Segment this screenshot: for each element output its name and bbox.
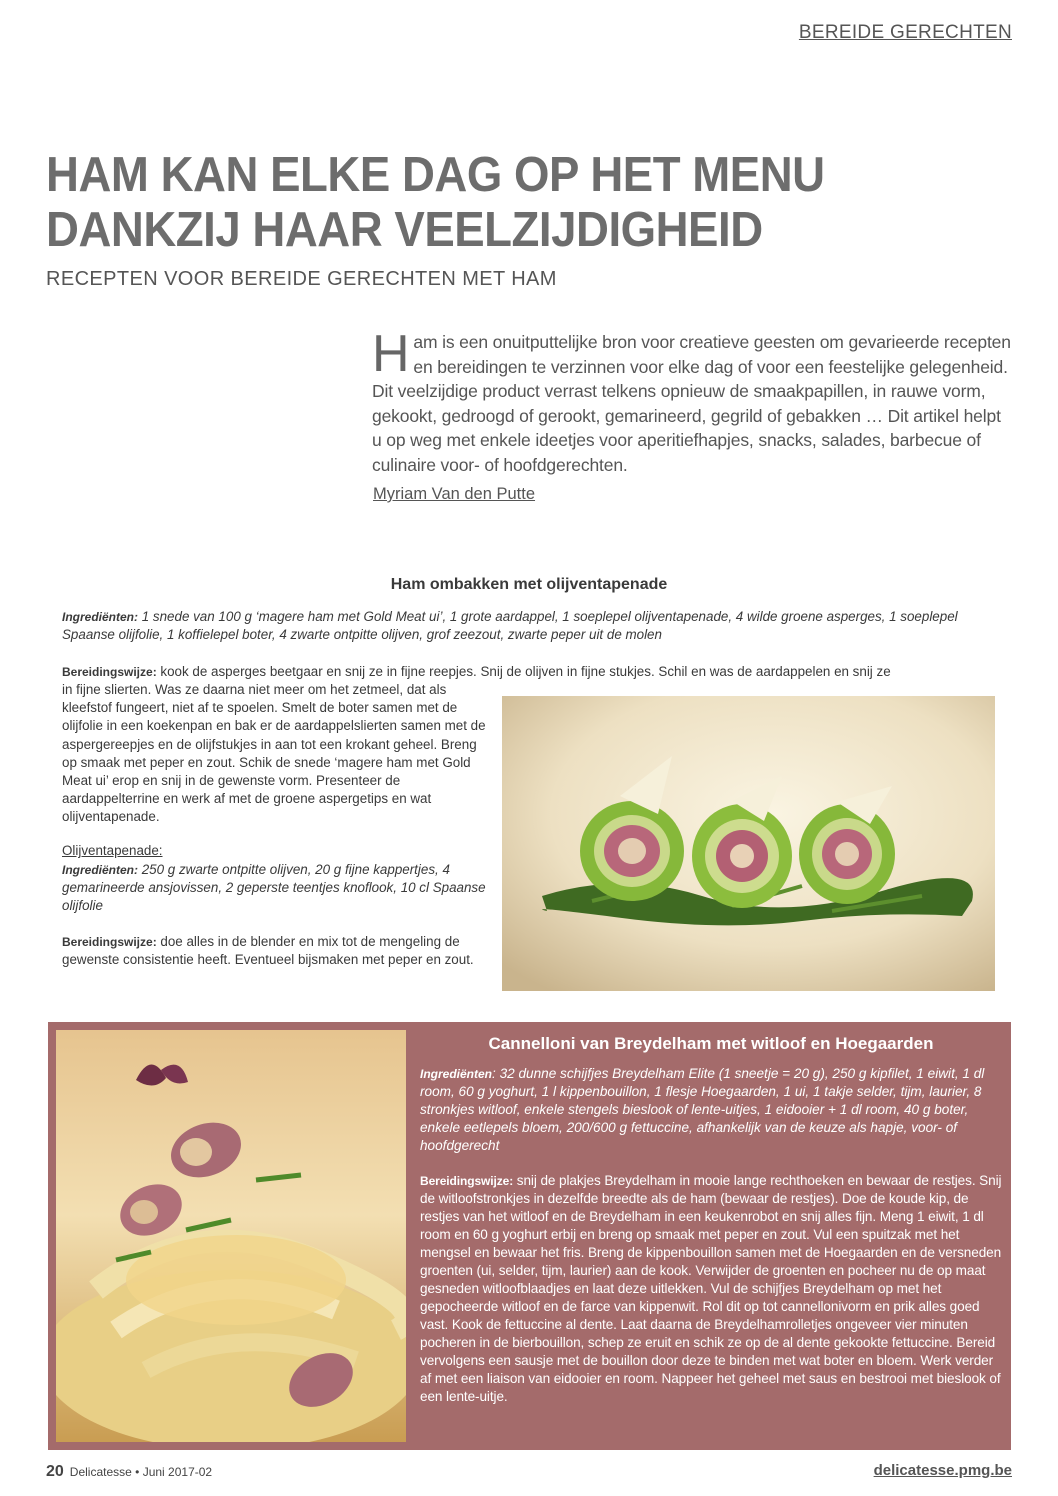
tapenade-heading: Olijventapenade: (62, 843, 163, 858)
tapenade-ingredients (62, 861, 494, 916)
recipe1-title: Ham ombakken met olijventapenade (390, 576, 668, 593)
recipe2-prep-text: snij de plakjes Breydelham in mooie lange rechthoeken en bewaar de restjes. Snij de witloofstronkjes in dezelfde breedte als de ham (bewaar de restjes). Doe de koude kip, de restjes van het witloof en de Breydelham in een keukenrobot en snij alles fijn. Meng 1 eiwit, 1 dl room en 60 g yoghurt erbij en breng op smaak met peper en zout. Vul een spuitzak met het mengsel en bewaar het fris. Breng de kippenbouillon samen met de Hoegaarden en de versneden groenten (ui, selder, tijm, laurier) aan de kook. Verwijder de groenten en pocheer nu de op maat gesneden witloofblaadjes en laat deze uitlekken. Vul de schijfjes Breydelham op met het gepocheerde witloof en de farce van kippenwit. Rol dit op tot cannellonivorm en prik alles goed vast. Kook de fettuccine al dente. Laat daarna de Breydelhamrolletjes ongeveer vier minuten pocheren in de bierbouillon, schep ze eruit en schik ze op de al dente gekookte fettuccine. Bereid vervolgens een sausje met de bouillon door deze te binden met wat boter en bloem. Werk verder af met een liaison van eidooier en room. Nappeer het geheel met saus en bestrooi met bieslook of een lente-uitje. (420, 1173, 1002, 1404)
tapenade-prep (62, 933, 494, 969)
issue-date: Juni 2017-02 (142, 1465, 213, 1479)
page-number: 20 (46, 1463, 64, 1480)
recipe1-prep-label: Bereidingswijze: (62, 665, 157, 679)
article-headline (46, 148, 883, 258)
tapenade-prep-text: doe alles in de blender en mix tot de mengeling de gewenste consistentie heeft. Eventueel bijsmaken met peper en zout. (62, 934, 474, 968)
recipe1-ingredients-label: Ingrediënten: (62, 610, 139, 624)
recipe2-prep (420, 1172, 1006, 1406)
recipe1-ingredients (62, 608, 987, 644)
cream-sauce (126, 1235, 346, 1325)
publication-name: Delicatesse (69, 1465, 132, 1479)
headline-line-2: DANKZIJ HAAR VEELZIJDIGHEID (46, 203, 763, 257)
tapenade-ingredients-text: 250 g zwarte ontpitte olijven, 20 g fijne kappertjes, 4 gemarineerde ansjovissen, 2 geperste teentjes knoflook, 10 cl Spaanse olijfolie (62, 862, 486, 914)
recipe1-prep-line1: kook de asperges beetgaar en snij ze in fijne reepjes. Snij de olijven in fijne stukjes. Schil en was de aardappelen en snij ze (156, 664, 891, 679)
section-label[interactable]: BEREIDE GERECHTEN (798, 22, 1012, 43)
ham-rolls-photo (502, 696, 995, 991)
recipe2-ingredients-label: Ingrediënten (420, 1067, 493, 1081)
tapenade-ingredients-label: Ingrediënten: (62, 863, 139, 877)
headline-line-1: HAM KAN ELKE DAG OP HET MENU (46, 148, 825, 202)
article-subtitle: RECEPTEN VOOR BEREIDE GERECHTEN MET HAM (46, 268, 557, 290)
intro-dropcap: H (372, 325, 410, 383)
recipe2-ingredients (420, 1065, 1006, 1155)
recipe2-title: Cannelloni van Breydelham met witloof en Hoegaarden (488, 1034, 934, 1053)
page-footer: 20 Delicatesse • Juni 2017-02 (46, 1463, 213, 1480)
article-intro (372, 325, 1012, 477)
website-link[interactable]: delicatesse.pmg.be (873, 1462, 1012, 1479)
cannelloni-photo (56, 1030, 406, 1442)
recipe1-prep-first-line (62, 663, 994, 681)
intro-text: am is een onuitputtelijke bron voor creatieve geesten om gevarieerde recepten en bereidingen te verzinnen voor elke dag of voor een feestelijke gelegenheid. Dit veelzijdige product verrast telkens opnieuw de smaakpapillen, in rauwe vorm, gekookt, gedroogd of gerookt, gemarineerd, gegrild of gebakken … Dit artikel helpt u op weg met enkele ideetjes voor aperitiefhapjes, snacks, salades, barbecue of culinaire voor- of hoofdgerechten. (372, 332, 1011, 475)
recipe1-prep-rest: in fijne slierten. Was ze daarna niet meer om het zetmeel, dat als kleefstof fungeert, niet af te spoelen. Smelt de boter samen met de olijfolie in een koekenpan en bak er de aardappelslierten samen met de aspergereepjes en de olijfstukjes in aan tot een krokant geheel. Breng op smaak met peper en zout. Schik de snede ‘magere ham met Gold Meat ui’ erop en snij in de gewenste vorm. Presenteer de aardappelterrine en werk af met de groene aspergetips en wat olijventapenade. (62, 682, 486, 825)
author-byline[interactable]: Myriam Van den Putte (373, 485, 536, 503)
recipe2-ingredients-text: : 32 dunne schijfjes Breydelham Elite (1 sneetje = 20 g), 250 g kipfilet, 1 eiwit, 1 dl room, 60 g yoghurt, 1 l kippenbouillon, 1 flesje Hoegaarden, 1 ui, 1 takje selder, tijm, laurier, 8 stronkjes witloof, enkele stengels bieslook of lente-uitjes, 1 eidooier + 1 dl room, 40 g boter, enkele eetlepels bloem, 200/600 g fettuccine, afhankelijk van de keuze als hapje, voor- of hoofdgerecht (420, 1066, 985, 1153)
recipe1-ingredients-text: 1 snede van 100 g ‘magere ham met Gold Meat ui’, 1 grote aardappel, 1 soeplepel olijventapenade, 4 wilde groene asperges, 1 soeplepel Spaanse olijfolie, 1 koffielepel boter, 4 zwarte ontpitte olijven, grof zeezout, zwarte peper uit de molen (62, 609, 958, 642)
recipe2-prep-label: Bereidingswijze: (420, 1174, 514, 1188)
tapenade-prep-label: Bereidingswijze: (62, 935, 157, 949)
